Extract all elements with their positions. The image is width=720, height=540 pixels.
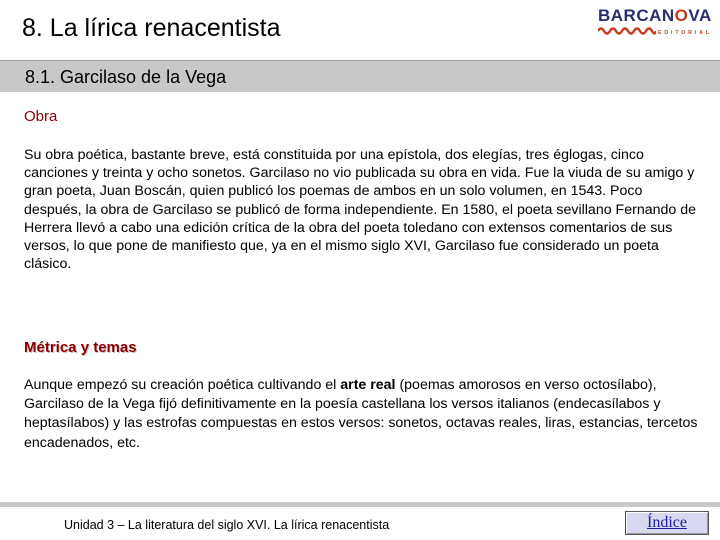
barcanova-logo [598, 6, 714, 40]
section-heading-metrica: Métrica y temas [24, 339, 137, 356]
slide-title: 8. La lírica renacentista [22, 14, 281, 42]
section-subtitle: 8.1. Garcilaso de la Vega [25, 67, 227, 87]
term-arte-real: arte real [340, 377, 396, 393]
index-button[interactable]: Índice [625, 511, 709, 535]
section-heading-obra: Obra [24, 108, 58, 125]
paragraph-metrica-part-1: Aunque empezó su creación poética cultivando el [24, 377, 341, 393]
logo-text-a: BARCAN [598, 6, 675, 25]
logo-wave-icon [598, 26, 656, 36]
logo-wordmark [598, 6, 712, 26]
footer-divider [0, 502, 720, 507]
logo-text-o: O [674, 6, 689, 25]
paragraph-metrica [24, 376, 698, 453]
footer-unit-label: Unidad 3 – La literatura del siglo XVI. La lírica renacentista [64, 518, 390, 532]
subtitle-bar [0, 60, 720, 92]
logo-subtext: EDITORIAL [658, 30, 712, 36]
paragraph-metrica-part-2: (poemas amorosos en verso octosílabo), Garcilaso de la Vega fijó definitivamente en la poesía castellana los versos italianos (endecasílabos y heptasílabos) y las estrofas compuestas en estos versos: sonetos, octavas reales, liras, estancias, tercetos encadenados, etc. [24, 377, 698, 451]
logo-text-b: VA [688, 6, 712, 25]
paragraph-obra: Su obra poética, bastante breve, está constituida por una epístola, dos elegías, tres églogas, cinco canciones y treinta y ocho sonetos. Garcilaso no vio publicada su obra en vida. Fue la viuda de su amigo y gran poeta, Juan Boscán, quien publicó los poemas de ambos en un solo volumen, en 1543. Poco después, la obra de Garcilaso se publicó de forma independiente. En 1580, el poeta sevillano Fernando de Herrera llevó a cabo una edición crítica de la obra del poeta toledano con extensos comentarios de sus versos, lo que pone de manifiesto que, ya en el mismo siglo XVI, Garcilaso fue considerado un poeta clásico. [24, 147, 696, 273]
